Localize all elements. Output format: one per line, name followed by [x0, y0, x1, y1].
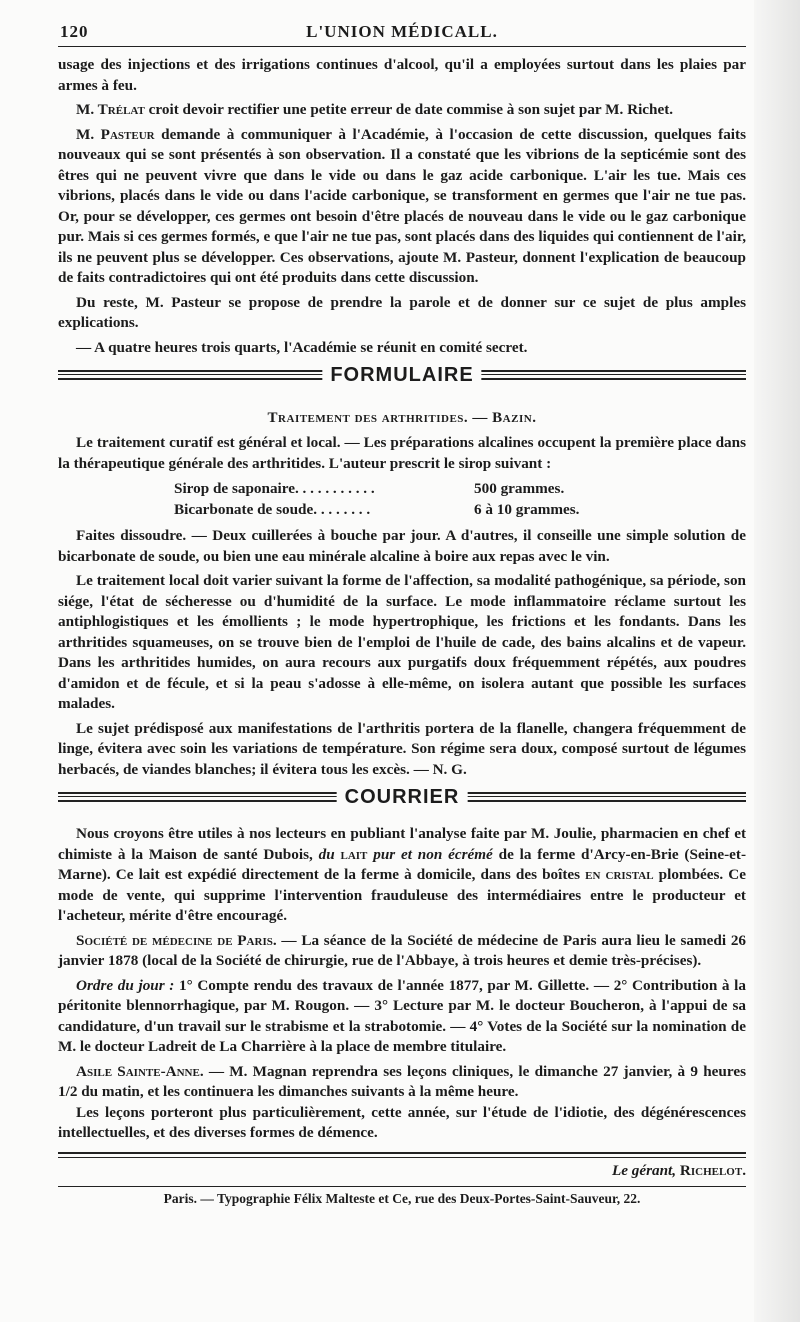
trelat-text: croit devoir rectifier une petite erreur de date commise à son sujet par M. Richet. [144, 101, 674, 118]
recipe-quantity: 500 grammes. [474, 480, 565, 497]
header-rule [58, 46, 746, 47]
societe-text: — La séance de la Société de médecine de Paris aura lieu le samedi 26 janvier 1878 (local de la Société de chirurgie, rue de l'Abbaye, à trois heures et demie très-précises). [58, 931, 747, 969]
recipe-list [58, 480, 746, 522]
speaker-pasteur: M. Pasteur [76, 125, 155, 143]
speaker-trelat: M. Trélat [76, 101, 145, 118]
paragraph-societe-medecine [58, 931, 746, 972]
lait-text-b: de la ferme d'Arcy-en-Brie (Seine-et-Marne). Ce lait est expédié directement de la ferme à domicile, dans des boîtes [58, 845, 747, 883]
running-header [58, 18, 746, 44]
signature [58, 1162, 746, 1180]
paragraph-comite-secret: — A quatre heures trois quarts, l'Académie se réunit en comité secret. [76, 338, 528, 356]
paragraph-ordre-du-jour [58, 976, 746, 1058]
page-number: 120 [60, 22, 89, 41]
lait-smallcaps-cristal: en cristal [585, 866, 654, 883]
paragraph-trelat [58, 100, 746, 121]
paragraph-irrigations: usage des injections et des irrigations continues d'alcool, qu'il a employées surtout dans les plaies par armes à feu. [58, 56, 746, 94]
asile-name: Asile Sainte-Anne. [76, 1062, 204, 1080]
signature-name: Richelot. [679, 1161, 746, 1179]
lait-text-c: plombées. Ce mode de vente, qui supprime l'intervention frauduleuse des intermédiaires entre le producteur et l'acheteur, mérite d'être encouragé. [58, 866, 747, 924]
asile-text: — M. Magnan reprendra ses leçons cliniques, le dimanche 27 janvier, à 9 heures 1/2 du matin, et les continuera les dimanches suivants à la même heure. [58, 1062, 746, 1100]
recipe-row [58, 480, 746, 501]
paragraph-traitement-curatif: Le traitement curatif est général et local. — Les préparations alcalines occupent la première place dans la thérapeutique générale des arthritides. L'auteur prescrit le sirop suivant : [58, 434, 746, 472]
formulaire-subheading: Traitement des arthritides. — Bazin. [267, 410, 537, 426]
pasteur-text: demande à communiquer à l'Académie, à l'occasion de cette discussion, quelques faits nouveaux qui se sont présentés à son observation. Il a constaté que les vibrions de la septicémie sont des êtres qui ne peuvent vivre que dans le vide ou dans le gaz acide carbonique. L'air les tue. Mais ces vibrions, placés dans le vide ou dans l'acide carbonique, se transforment en germes que l'air ne tue pas. Or, pour se développer, ces germes ont besoin d'être placés de nouveau dans le vide ou le gaz carbonique pur. Mais si ces germes formés, e que l'air ne tue pas, sont placés dans des liquides qui contiennent de l'air, ils ne peuvent plus se développer. Ces observations, ajoute M. Pasteur, donnent l'explication de beaucoup de faits contradictoires qui ont été produits dans cette discussion. [58, 125, 746, 286]
paragraph-sujet-predispose: Le sujet prédisposé aux manifestations de l'arthritis portera de la flanelle, changera fréquemment de linge, évitera avec soin les variations de température. Son régime sera doux, composé surtout de légumes herbacés, de viandes blanches; il évitera tous les excès. — N. G. [58, 719, 746, 778]
ordre-du-jour-text: 1° Compte rendu des travaux de l'année 1877, par M. Gillette. — 2° Contribution à la péritonite blennorrhagique, par M. Rougon. — 3° Lecture par M. le docteur Boucheron, à l'appui de sa candidature, d'un travail sur le strabisme et la strabotomie. — 4° Votes de la Société sur la nomination de M. le docteur Ladreit de La Charrière à la place de membre titulaire. [58, 976, 746, 1055]
recipe-ingredient: Sirop de saponaire. . . . . . . . . . . [174, 480, 375, 497]
courrier-heading: COURRIER [337, 786, 468, 809]
printer-footer: Paris. — Typographie Félix Malteste et Ce, rue des Deux-Portes-Saint-Sauveur, 22. [58, 1186, 746, 1207]
closing-rule [58, 1152, 746, 1158]
paragraph-pasteur [58, 125, 746, 289]
paragraph-lait [58, 824, 746, 927]
ordre-du-jour-label: Ordre du jour : [76, 976, 175, 994]
formulaire-heading: FORMULAIRE [322, 364, 481, 387]
lait-italic-pur: pur et non écrémé [373, 845, 493, 863]
lait-italic-du: du [318, 845, 335, 863]
page-content [58, 18, 746, 1207]
paragraph-lecons: Les leçons porteront plus particulièrement, cette année, sur l'étude de l'idiotie, des dégénérescences intellectuelles, et des diverses formes de démence. [58, 1103, 746, 1141]
journal-title: L'UNION MÉDICALL. [306, 22, 498, 41]
paragraph-du-reste: Du reste, M. Pasteur se propose de prendre la parole et de donner sur ce sujet de plus amples explications. [58, 293, 746, 331]
paragraph-faites-dissoudre: Faites dissoudre. — Deux cuillerées à bouche par jour. A d'autres, il conseille une simple solution de bicarbonate de soude, ou bien une eau minérale alcaline à boire aux repas avec le vin. [58, 527, 746, 565]
page-margin-shadow [754, 0, 800, 1322]
recipe-row [58, 501, 746, 522]
recipe-ingredient: Bicarbonate de soude. . . . . . . . [174, 501, 371, 518]
signature-label: Le gérant, [611, 1161, 677, 1179]
section-separator-courrier [58, 784, 746, 814]
paragraph-traitement-local: Le traitement local doit varier suivant la forme de l'affection, sa modalité pathogénique, sa période, son siége, l'état de sécheresse ou d'humidité de la surface. Le mode inflammatoire réclame surtout les antiphlogistiques et les émollients ; le mode hypertrophique, les frictions et les fondants. Dans les arthritides squameuses, on se trouve bien de l'emploi de l'huile de cade, des bains alcalins et de vapeur. Dans les arthritides humides, on aura recours aux purgatifs doux fréquemment répétés, aux poudres d'amidon et de fécule, et si la peau s'adosse à elle-même, on isolera autant que possible les surfaces malades. [58, 572, 746, 712]
paragraph-asile [58, 1062, 746, 1103]
societe-name: Société de médecine de Paris. [76, 931, 277, 949]
recipe-quantity: 6 à 10 grammes. [474, 501, 580, 518]
lait-smallcaps: lait [334, 845, 374, 863]
lait-text-a: Nous croyons être utiles à nos lecteurs en publiant l'analyse faite par M. Joulie, pharmacien en chef et chimiste à la Maison de santé Dubois, [58, 825, 746, 863]
section-separator-formulaire [58, 362, 746, 392]
